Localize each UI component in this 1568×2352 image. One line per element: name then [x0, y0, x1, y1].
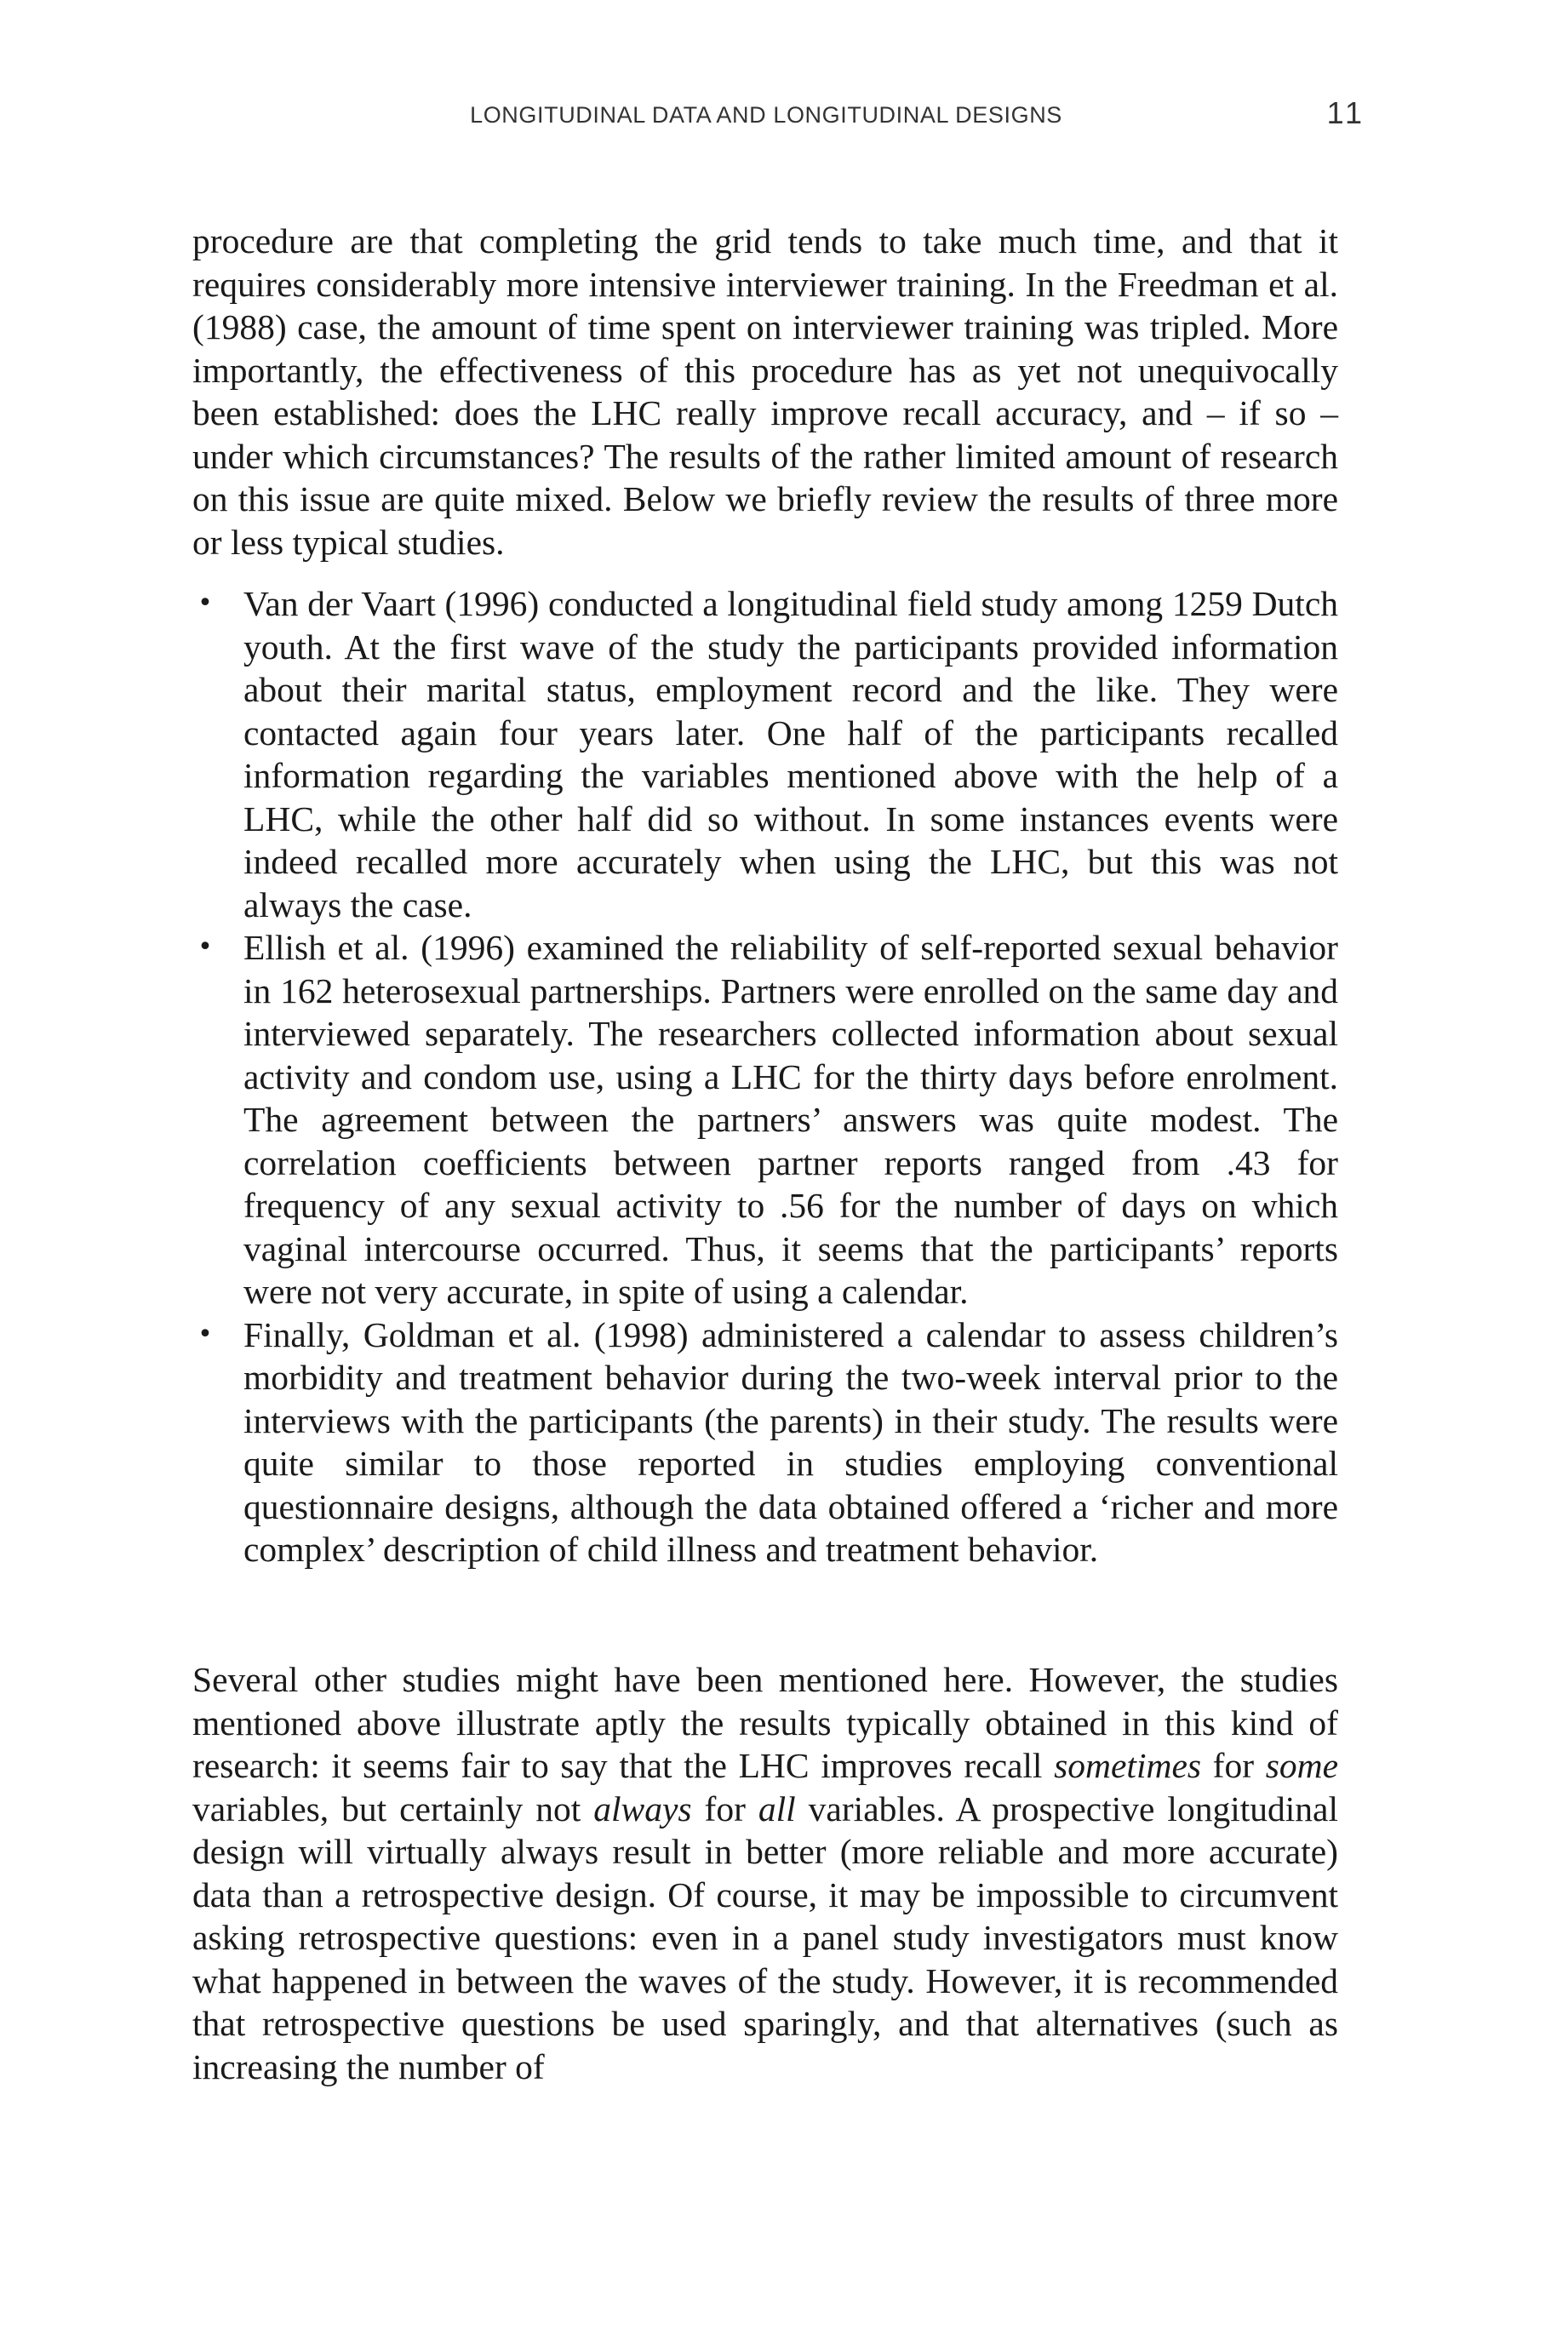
bullet-list [192, 582, 1338, 1571]
bullet-icon: • [197, 588, 213, 618]
emphasis-always: always [593, 1788, 692, 1828]
bullet-text: Ellish et al. (1996) examined the reliability of self-reported sexual behavior in 162 heterosexual partnerships. Partners were enrolled on the same day and interviewed separately. The researchers collected information about sexual activity and condom use, using a LHC for the thirty days before enrolment. The agreement between the partners’ answers was quite modest. The correlation coefficients between partner reports ranged from .43 for frequency of any sexual activity to .56 for the number of days on which vaginal intercourse occurred. Thus, it seems that the participants’ reports were not very accurate, in spite of using a calendar. [243, 928, 1338, 1311]
bullet-item-ellish [192, 926, 1338, 1313]
paragraph-text: Several other studies might have been mentioned here. However, the studies mentioned above illustrate aptly the results typically obtained in this kind of research: it seems fair to say that the LHC improves recall [192, 1660, 1338, 1785]
emphasis-some: some [1265, 1746, 1339, 1785]
bullet-icon: • [197, 1319, 213, 1349]
bullet-icon: • [197, 932, 213, 962]
page-number: 11 [1326, 95, 1365, 130]
bullet-text: Finally, Goldman et al. (1998) administered a calendar to assess children’s morbidity and treatment behavior during the two-week interval prior to the interviews with the participants (the parents) in their study. The results were quite similar to those reported in studies employing conventional questionnaire designs, although the data obtained offered a ‘richer and more complex’ description of child illness and treatment behavior. [243, 1314, 1338, 1569]
paragraph-text: variables, but certainly not [192, 1788, 594, 1828]
paragraph-conclusion [192, 1658, 1338, 2088]
emphasis-all: all [758, 1788, 796, 1828]
emphasis-sometimes: sometimes [1054, 1746, 1202, 1785]
running-title: LONGITUDINAL DATA AND LONGITUDINAL DESIGNS [470, 102, 1062, 128]
running-head [194, 95, 1365, 138]
paragraph-text: for [1201, 1746, 1266, 1785]
bullet-text: Van der Vaart (1996) conducted a longitudinal field study among 1259 Dutch youth. At the first wave of the study the participants provided information about their marital status, employment record and the like. They were contacted again four years later. One half of the participants recalled information regarding the variables mentioned above with the help of a LHC, while the other half did so without. In some instances events were indeed recalled more accurately when using the LHC, but this was not always the case. [243, 584, 1338, 924]
paragraph-intro: procedure are that completing the grid tends to take much time, and that it requires considerably more intensive interviewer training. In the Freedman et al. (1988) case, the amount of time spent on interviewer training was tripled. More importantly, the effectiveness of this procedure has as yet not unequivocally been established: does the LHC really improve recall accuracy, and – if so – under which circumstances? The results of the rather limited amount of research on this issue are quite mixed. Below we briefly review the results of three more or less typical studies. [192, 221, 1338, 562]
bullet-item-van-der-vaart [192, 582, 1338, 926]
paragraph-text: for [691, 1788, 758, 1828]
bullet-item-goldman [192, 1313, 1338, 1571]
paragraph-text: variables. A prospective longitudinal design will virtually always result in better (more reliable and more accurate) data than a retrospective design. Of course, it may be impossible to circumvent asking retrospective questions: even in a panel study investigators must know what happened in between the waves of the study. However, it is recommended that retrospective questions be used sparingly, and that alternatives (such as increasing the number of [192, 1788, 1338, 2086]
